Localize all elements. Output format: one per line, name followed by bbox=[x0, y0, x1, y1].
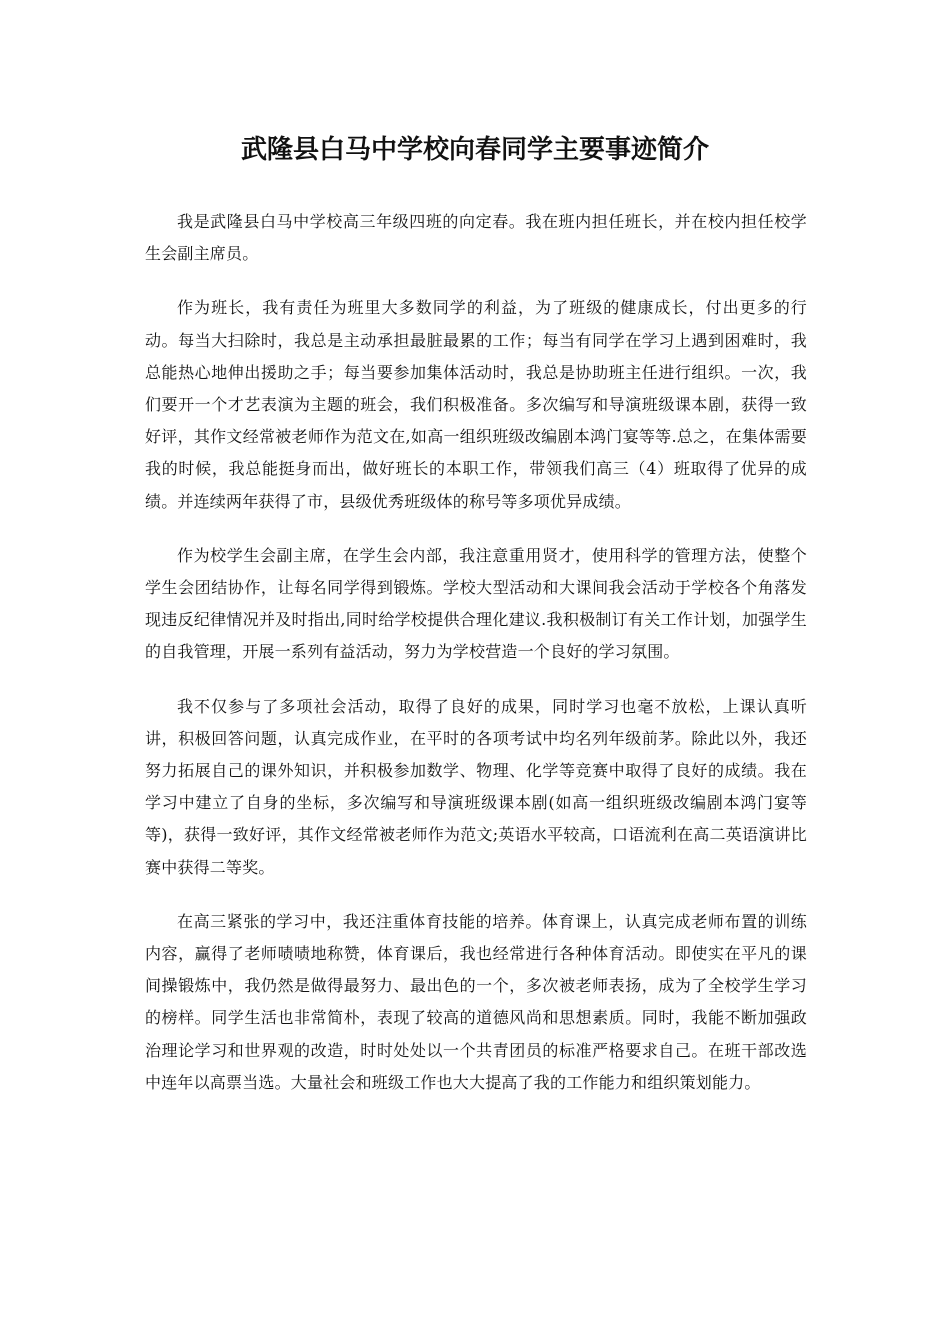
paragraph-sports-character: 在高三紧张的学习中，我还注重体育技能的培养。体育课上，认真完成老师布置的训练内容，赢得了老师啧啧地称赞，体育课后，我也经常进行各种体育活动。即使实在平凡的课间操锻炼中，我仍然是做得最努力、最出色的一个，多次被老师表扬，成为了全校学生学习的榜样。同学生活也非常简朴，表现了较高的道德风尚和思想素质。同时，我能不断加强政治理论学习和世界观的改造，时时处处以一个共青团员的标准严格要求自己。在班干部改选中连年以高票当选。大量社会和班级工作也大大提高了我的工作能力和组织策划能力。 bbox=[145, 911, 807, 1092]
paragraph-academics: 我不仅参与了多项社会活动，取得了良好的成果，同时学习也毫不放松，上课认真听讲，积极回答问题，认真完成作业，在平时的各项考试中均名列年级前茅。除此以外，我还努力拓展自己的课外知识，并积极参加数学、物理、化学等竞赛中取得了良好的成绩。我在学习中建立了自身的坐标，多次编写和导演班级课本剧(如高一组织班级改编剧本鸿门宴等等)，获得一致好评，其作文经常被老师作为范文;英语水平较高，口语流利在高二英语演讲比赛中获得二等奖。 bbox=[145, 696, 807, 877]
paragraph-class-monitor: 作为班长，我有责任为班里大多数同学的利益，为了班级的健康成长，付出更多的行动。每当大扫除时，我总是主动承担最脏最累的工作；每当有同学在学习上遇到困难时，我总能热心地伸出援助之手；每当要参加集体活动时，我总是协助班主任进行组织。一次，我们要开一个才艺表演为主题的班会，我们积极准备。多次编写和导演班级课本剧，获得一致好评，其作文经常被老师作为范文在,如高一组织班级改编剧本鸿门宴等等.总之，在集体需要我的时候，我总能挺身而出，做好班长的本职工作，带领我们高三（4）班取得了优异的成绩。并连续两年获得了市，县级优秀班级体的称号等多项优异成绩。 bbox=[145, 298, 807, 511]
paragraph-student-union: 作为校学生会副主席，在学生会内部，我注意重用贤才，使用科学的管理方法，使整个学生会团结协作，让每名同学得到锻炼。学校大型活动和大课间我会活动于学校各个角落发现违反纪律情况并及时指出,同时给学校提供合理化建议.我积极制订有关工作计划，加强学生的自我管理，开展一系列有益活动，努力为学校营造一个良好的学习氛围。 bbox=[145, 545, 807, 662]
document-title: 武隆县白马中学校向春同学主要事迹简介 bbox=[240, 135, 709, 165]
document-body bbox=[145, 206, 807, 1121]
paragraph-intro: 我是武隆县白马中学校高三年级四班的向定春。我在班内担任班长，并在校内担任校学生会副主席员。 bbox=[145, 212, 807, 264]
